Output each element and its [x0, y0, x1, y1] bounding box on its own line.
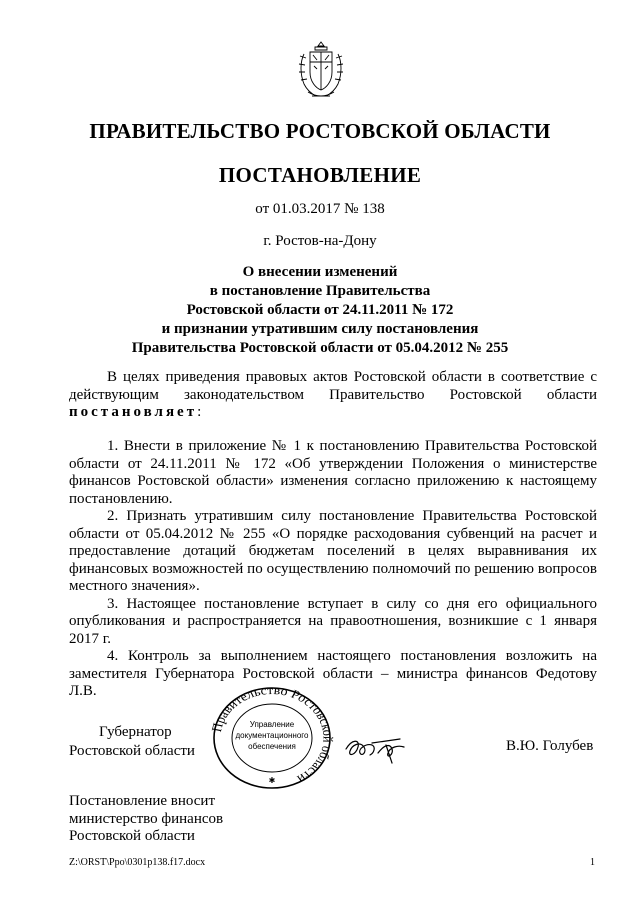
signatory-title: Губернатор [99, 724, 172, 740]
subject-line: Ростовской области от 24.11.2011 № 172 [186, 302, 454, 318]
note-line: Ростовской области [69, 828, 195, 844]
preamble-text: В целях приведения правовых актов Ростовской области в соответствие с действующим законодательством Правительство Ростовской области [69, 369, 597, 403]
decree-item: 1. Внести в приложение № 1 к постановлению Правительства Ростовской области от 24.11.2011 № 172 «Об утверждении Положения о министерстве финансов Ростовской области» изменения согласно приложению к настоящему постановлению. [69, 438, 597, 507]
signatory-region: Ростовской области [69, 743, 195, 759]
stamp-inner-line: Управление [249, 720, 295, 729]
subject-line: Правительства Ростовской области от 05.04.2012 № 255 [131, 340, 509, 356]
signatory-name: В.Ю. Голубев [506, 738, 594, 754]
document-date-number: от 01.03.2017 № 138 [255, 201, 385, 217]
document-city: г. Ростов-на-Дону [263, 233, 377, 249]
subject-line: в постановление Правительства [209, 283, 431, 299]
stamp-inner-line: документационного [235, 731, 309, 740]
decree-item: 3. Настоящее постановление вступает в силу со дня его официального опубликования и распространяется на правоотношения, возникшие с 1 января 2017 г. [69, 595, 597, 647]
note-line: министерство финансов [69, 810, 224, 827]
preamble-paragraph [69, 369, 597, 422]
document-subject [0, 263, 640, 358]
footer-page-number: 1 [590, 857, 595, 868]
decree-word: постановляет [69, 404, 198, 420]
preamble-section [69, 369, 597, 422]
note-line: Постановление вносит [69, 793, 216, 809]
footer-file-path: Z:\ORST\Ppo\0301p138.f17.docx [69, 857, 206, 868]
official-stamp [207, 685, 337, 791]
submitter-note [69, 793, 223, 846]
document-type-title: ПОСТАНОВЛЕНИЕ [218, 163, 422, 187]
decree-items [69, 438, 597, 701]
coat-of-arms-emblem [296, 40, 346, 102]
organization-title: ПРАВИТЕЛЬСТВО РОСТОВСКОЙ ОБЛАСТИ [89, 119, 551, 143]
stamp-star-icon: ✱ [268, 776, 276, 785]
handwritten-signature [342, 731, 422, 767]
stamp-inner-line: обеспечения [248, 742, 296, 751]
stamp-ring-text: Правительство Ростовской области [208, 685, 337, 787]
decree-colon: : [197, 404, 202, 420]
signatory-position [69, 723, 195, 761]
decree-item: 2. Признать утратившим силу постановление Правительства Ростовской области от 05.04.2012 № 255 «О порядке расходования субвенций на расчет и предоставление дотаций бюджетам поселений в целях выравнивания их финансовых возможностей по осуществлению полномочий по решению вопросов местного значения». [69, 508, 597, 594]
subject-line: О внесении изменений [242, 264, 398, 280]
decree-item: 4. Контроль за выполнением настоящего постановления возложить на заместителя Губернатора Ростовской области – министра финансов Федотову Л.В. [69, 648, 597, 699]
subject-line: и признании утратившим силу постановления [161, 321, 479, 337]
